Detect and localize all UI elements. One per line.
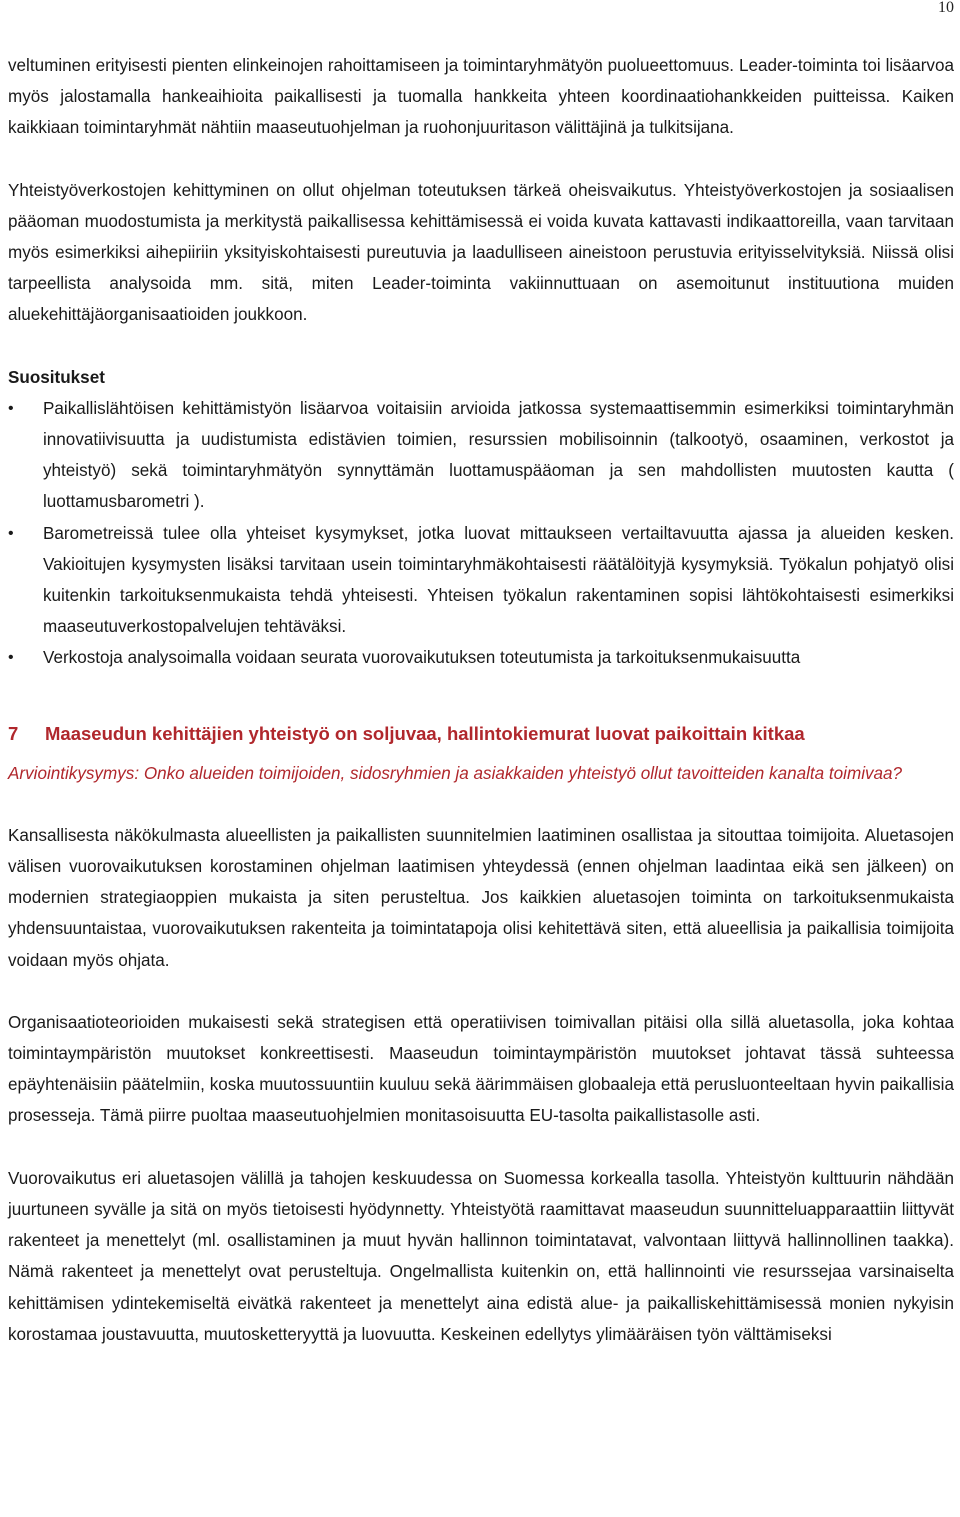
- evaluation-question: Arviointikysymys: Onko alueiden toimijoiden, sidosryhmien ja asiakkaiden yhteistyö ollut tavoitteiden kanalta toimivaa?: [8, 763, 903, 783]
- list-item-text: Verkostoja analysoimalla voidaan seurata vuorovaikutuksen toteutumista ja tarkoituksenmukaisuutta: [43, 648, 801, 668]
- list-item-text: Paikallislähtöisen kehittämistyön lisäarvoa voitaisiin arvioida jatkossa systemaattisemmin esimerkiksi toimintaryhmän innovatiivisuutta ja uudistumista edistävien toimien, resurssien mobilisoinnin (talkootyö, osaaminen, verkostot ja yhteistyö) sekä toimintaryhmätyön synnyttämän luottamuspääoman ja sen mahdollisten muutosten kautta ( luottamusbarometri ).: [43, 398, 954, 512]
- list-item-text: Barometreissä tulee olla yhteiset kysymykset, jotka luovat mittaukseen vertailtavuutta ajassa ja alueiden kesken. Vakioitujen kysymysten lisäksi tarvitaan usein toimintaryhmäkohtaisesti räätälöityjä kysymyksiä. Työkalun pohjatyö olisi kuitenkin tarkoituksenmukaista tehdä yhteisesti. Yhteisen työkalun rakentaminen sopisi lähtökohtaisesti esimerkiksi maaseutuverkostopalvelujen tehtäväksi.: [43, 523, 954, 637]
- paragraph-national-perspective: Kansallisesta näkökulmasta alueellisten ja paikallisten suunnitelmien laatiminen osallistaa ja sitouttaa toimijoita. Aluetasojen välisen vuorovaikutuksen korostaminen ohjelman laatimisen yhteydessä (ennen ohjelman laadintaa eikä sen jälkeen) on modernien strategiaoppien mukaista ja siten perusteltua. Jos kaikkien aluetasojen toiminta on tarkoituksenmukaista yhdensuuntaistaa, vuorovaikutuksen rakenteita ja toimintatapoja olisi kehitettävä siten, että alueellisia ja paikallisia toimijoita voidaan myös ohjata.: [8, 825, 954, 970]
- list-item: [8, 518, 954, 643]
- bullet-icon: •: [8, 649, 14, 667]
- list-item: [8, 393, 954, 518]
- recommendations-list: [8, 393, 954, 674]
- bullet-icon: •: [8, 399, 14, 417]
- bullet-icon: •: [8, 524, 14, 542]
- paragraph-leader-value: veltuminen erityisesti pienten elinkeinojen rahoittamiseen ja toimintaryhmätyön puolueettomuus. Leader-toiminta toi lisäarvoa myös jalostamalla hankeaihioita paikallisesti ja tuomalla hankkeita yhteen koordinaatiohankkeiden puitteissa. Kaiken kaikkiaan toimintaryhmät nähtiin maaseutuohjelman ja ruohonjuuritason välittäjinä ja tulkitsijana.: [8, 56, 954, 138]
- section-title: Maaseudun kehittäjien yhteistyö on soljuvaa, hallintokiemurat luovat paikoittain kitkaa: [45, 722, 805, 744]
- paragraph-organisation-theory: Organisaatioteorioiden mukaisesti sekä strategisen että operatiivisen toimivallan pitäisi olla sillä aluetasolla, joka kohtaa toimintaympäristön muutokset konkreettisesti. Maaseudun toimintaympäristön muutokset johtavat tässä suhteessa epäyhtenäisiin päätelmiin, koska muutossuuntiin kuuluu sekä äärimmäisen globaaleja että perusluonteeltaan hyvin paikallisia prosesseja. Tämä piirre puoltaa maaseutuohjelmien monitasoisuutta EU-tasolta paikallistasolle asti.: [8, 1012, 954, 1126]
- recommendations-heading: Suositukset: [8, 367, 105, 387]
- section-number: 7: [8, 722, 19, 744]
- paragraph-networks: Yhteistyöverkostojen kehittyminen on ollut ohjelman toteutuksen tärkeä oheisvaikutus. Yhteistyöverkostojen ja sosiaalisen pääoman muodostumista ja merkitystä paikallisessa kehittämisessä ei voida kuvata kattavasti indikaattoreilla, vaan tarvitaan myös esimerkiksi aihepiiriin yksityiskohtaisesti pureutuvia ja laadulliseen aineistoon perustuvia erityisselvityksiä. Niissä olisi tarpeellista analysoida mm. sitä, miten Leader-toiminta vakiinnuttuaan on asemoitunut instituutiona muiden aluekehittäjäorganisaatioiden joukkoon.: [8, 180, 954, 325]
- section-heading: [8, 718, 954, 750]
- document-body: [8, 50, 954, 1350]
- list-item: [8, 642, 954, 673]
- page-number: 10: [938, 0, 954, 16]
- paragraph-interaction: Vuorovaikutus eri aluetasojen välillä ja tahojen keskuudessa on Suomessa korkealla tasolla. Yhteistyön kulttuurin nähdään juurtuneen syvälle ja sitä on myös tietoisesti hyödynnetty. Yhteistyötä raamittavat maaseudun suunnitteluapparaattiin liittyvät rakenteet ja menettelyt (ml. osallistaminen ja muut hyvän hallinnon toimintatavat, valvontaan liittyvä hallinnollinen taakka). Nämä rakenteet ja menettelyt ovat perusteltuja. Ongelmallista kuitenkin on, että hallinnointi vie resurssejaa varsinaiselta kehittämisen ydintekemiseltä eivätkä rakenteet ja menettelyt aina edistä alue- ja paikalliskehittämisessä monien nykyisin korostamaa joustavuutta, muutosketteryyttä ja luovuutta. Keskeinen edellytys ylimääräisen työn välttämiseksi: [8, 1168, 954, 1344]
